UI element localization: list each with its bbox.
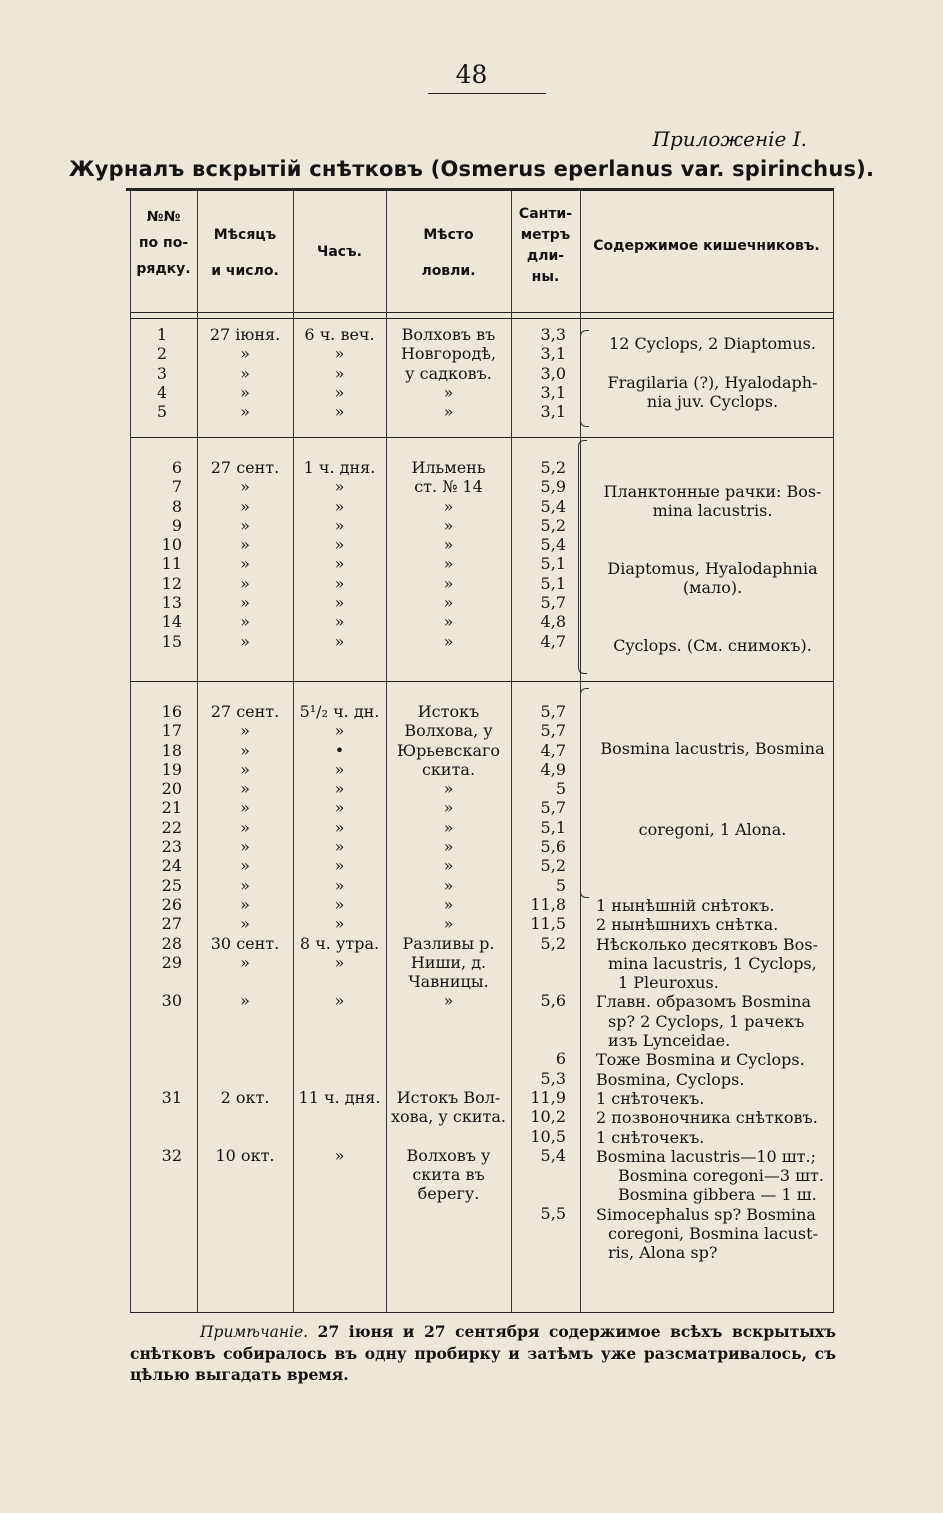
page-number-rule (428, 93, 546, 94)
group2-numbers: 6 7 8 9 10 11 12 13 14 15 (161, 458, 182, 651)
group1-numbers: 1 2 3 4 5 (156, 325, 167, 422)
group1-lengths: 3,3 3,1 3,0 3,1 3,1 (540, 325, 566, 422)
group1-places: Волховъ въ Новгородѣ, у садковъ. » » (400, 325, 497, 422)
footnote-label: Примѣчаніе. (200, 1323, 309, 1341)
group1-hours: 6 ч. веч. » » » » (304, 325, 375, 422)
header-rule (130, 312, 834, 313)
group1-dates: 27 іюня. » » » » (209, 325, 281, 422)
header-rule-double (130, 318, 834, 319)
group2-brace (578, 440, 587, 674)
table-bottom-rule (130, 1312, 834, 1313)
header-number: №№ по по- рядку. (136, 209, 191, 277)
group2-hours: 1 ч. дня. » » » » » » » » » (303, 458, 376, 651)
group2-lengths: 5,2 5,9 5,4 5,2 5,4 5,1 5,1 5,7 4,8 4,7 (540, 458, 566, 651)
group3-contents-c: 1 нынѣшній снѣтокъ. 2 нынѣшнихъ снѣтка. Нѣсколько десятковъ Bos- mina lacustris, 1 Cyclops, 1 Pleuroxus. Главн. образомъ Bosmina sp? 2 Cyclops, 1 рачекъ изъ Lynceidae. Тоже Bosmina и Cyclops. Bosmina, Cyclops. 1 снѣточекъ. 2 позвоночника снѣтковъ. 1 снѣточекъ. Bosmina lacustris—10 шт.; Bosmina coregoni—3 шт. Bosmina gibbera — 1 ш. Simocephalus sp? Bosmina coregoni, Bosmina lacust- ris, Alona sp? (596, 896, 824, 1263)
group3-numbers: 16 17 18 19 20 21 22 23 24 25 26 27 28 29 30 31 32 (161, 702, 182, 1165)
group2-places: Ильмень ст. № 14 » » » » » » » » (411, 458, 486, 651)
group2-contents: Планктонные рачки: Bos- mina lacustris. Diaptomus, Hyalodaphnia (мало). Cyclops. (См. снимокъ). (603, 482, 822, 656)
group2-rule (130, 681, 834, 682)
group1-brace (580, 330, 589, 427)
group3-brace (580, 688, 589, 898)
header-month: Мѣсяцъ и число. (211, 227, 279, 279)
table-top-rule (126, 188, 834, 191)
header-contents: Содержимое кишечниковъ. (593, 238, 820, 254)
group1-contents: 12 Cyclops, 2 Diaptomus. Fragilaria (?), Hyalodaph- nia juv. Cyclops. (607, 334, 818, 411)
header-hour: Часъ. (317, 244, 362, 260)
group3-places: Истокъ Волхова, у Юрьевскаго скита. » » » » » » » » Разливы р. Ниши, д. Чавницы. » Истокъ Вол- хова, у скита. Волховъ у скита въ берегу. (391, 702, 506, 1204)
footnote (130, 1321, 836, 1385)
group3-contents-a: Bosmina lacustris, Bosmina (600, 739, 825, 758)
header-place: Мѣсто ловли. (421, 227, 476, 279)
group3-lengths: 5,7 5,7 4,7 4,9 5 5,7 5,1 5,6 5,2 5 11,8 11,5 5,2 5,6 6 5,3 11,9 10,2 10,5 5,4 5,5 (530, 702, 566, 1223)
page-number: 48 (455, 60, 488, 89)
header-length: Санти- метръ дли- ны. (518, 206, 573, 285)
group1-rule (130, 437, 834, 438)
group3-hours: 5¹/₂ ч. дн. » • » » » » » » » » » 8 ч. утра. » » 11 ч. дня. » (298, 702, 381, 1165)
col-line-6 (833, 190, 834, 1312)
footnote-text: 27 іюня и 27 сентября содержимое всѣхъ вскрытыхъ снѣтковъ собиралось въ одну пробирку и затѣмъ уже разсматривалось, съ цѣлью выгадать время. (130, 1322, 836, 1384)
appendix-label: Приложеніе I. (652, 127, 807, 151)
table-title: Журналъ вскрытій снѣтковъ (Osmerus eperlanus var. spirinchus). (68, 157, 875, 181)
group3-dates: 27 сент. » » » » » » » » » » » 30 сент. » » 2 окт. 10 окт. (210, 702, 280, 1165)
group3-contents-b: coregoni, 1 Alona. (638, 820, 787, 839)
group2-dates: 27 сент. » » » » » » » » » (210, 458, 280, 651)
